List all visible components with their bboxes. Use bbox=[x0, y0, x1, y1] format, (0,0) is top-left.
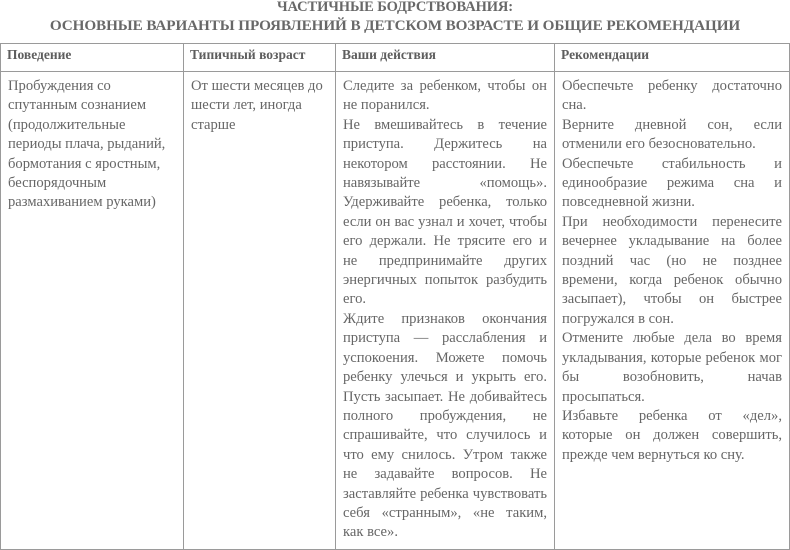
page-title-line-2: ОСНОВНЫЕ ВАРИАНТЫ ПРОЯВЛЕНИЙ В ДЕТСКОМ ВОЗРАСТЕ И ОБЩИЕ РЕКОМЕНДАЦИИ bbox=[49, 17, 741, 34]
recommendations-table bbox=[0, 43, 790, 550]
recommendations-paragraph-2: Верните дневной сон, если отменили его безосновательно. bbox=[562, 116, 782, 153]
column-header-typical-age: Типичный возраст bbox=[184, 44, 336, 72]
your-actions-text-block bbox=[343, 77, 547, 543]
behavior-paragraph: Пробуждения со спутанным сознанием (продолжительные периоды плача, рыданий, бормотания с яростным, беспорядочным размахиванием руками) bbox=[8, 78, 166, 211]
your-actions-paragraph-1: Следите за ребенком, чтобы он не поранился. bbox=[343, 78, 547, 114]
cell-typical-age bbox=[184, 72, 336, 550]
table-header-row bbox=[1, 44, 790, 72]
column-header-your-actions: Ваши действия bbox=[336, 44, 555, 72]
typical-age-text-block bbox=[191, 77, 328, 135]
recommendations-paragraph-4: При необходимости перенесите вечернее укладывание на более поздний час (но не позднее времени, когда ребенок обычно засыпает), чтобы он быстрее погружался в сон. bbox=[562, 213, 782, 327]
cell-behavior bbox=[1, 72, 184, 550]
recommendations-paragraph-6: Избавьте ребенка от «дел», которые он должен совершить, прежде чем вернуться ко сну. bbox=[562, 407, 782, 463]
behavior-text-block bbox=[8, 77, 176, 213]
page-title-line-1: ЧАСТИЧНЫЕ БОДРСТВОВАНИЯ: bbox=[276, 0, 514, 15]
column-header-behavior: Поведение bbox=[1, 44, 184, 72]
recommendations-text-block bbox=[562, 77, 782, 465]
table-body bbox=[1, 72, 790, 550]
column-header-recommendations: Рекомендации bbox=[555, 44, 790, 72]
your-actions-paragraph-2: Не вмешивайтесь в течение приступа. Держитесь на некотором расстоянии. Не навязывайте «помощь». Удерживайте ребенка, только если он вас узнал и хочет, чтобы его держали. Не трясите его и не предпринимайте других энергичных попыток разбудить его. bbox=[343, 116, 547, 308]
recommendations-paragraph-1: Обеспечьте ребенку достаточно сна. bbox=[562, 78, 782, 114]
page-title bbox=[0, 0, 790, 35]
typical-age-paragraph: От шести месяцев до шести лет, иногда старше bbox=[191, 78, 323, 133]
table-header bbox=[1, 44, 790, 72]
table-row bbox=[1, 72, 790, 550]
cell-your-actions bbox=[336, 72, 555, 550]
cell-recommendations bbox=[555, 72, 790, 550]
recommendations-paragraph-3: Обеспечьте стабильность и единообразие режима сна и повседневной жизни. bbox=[562, 155, 782, 211]
recommendations-paragraph-5: Отмените любые дела во время укладывания, которые ребенок мог бы возобновить, начав просыпаться. bbox=[562, 330, 782, 405]
your-actions-paragraph-3: Ждите признаков окончания приступа — расслабления и успокоения. Можете помочь ребенку улечься и укрыть его. Пусть засыпает. Не добивайтесь полного пробуждения, не спрашивайте, что случилось и что ему снилось. Утром также не задавайте вопросов. Не заставляйте ребенка чувствовать себя «странным», «не таким, как все». bbox=[343, 310, 547, 541]
